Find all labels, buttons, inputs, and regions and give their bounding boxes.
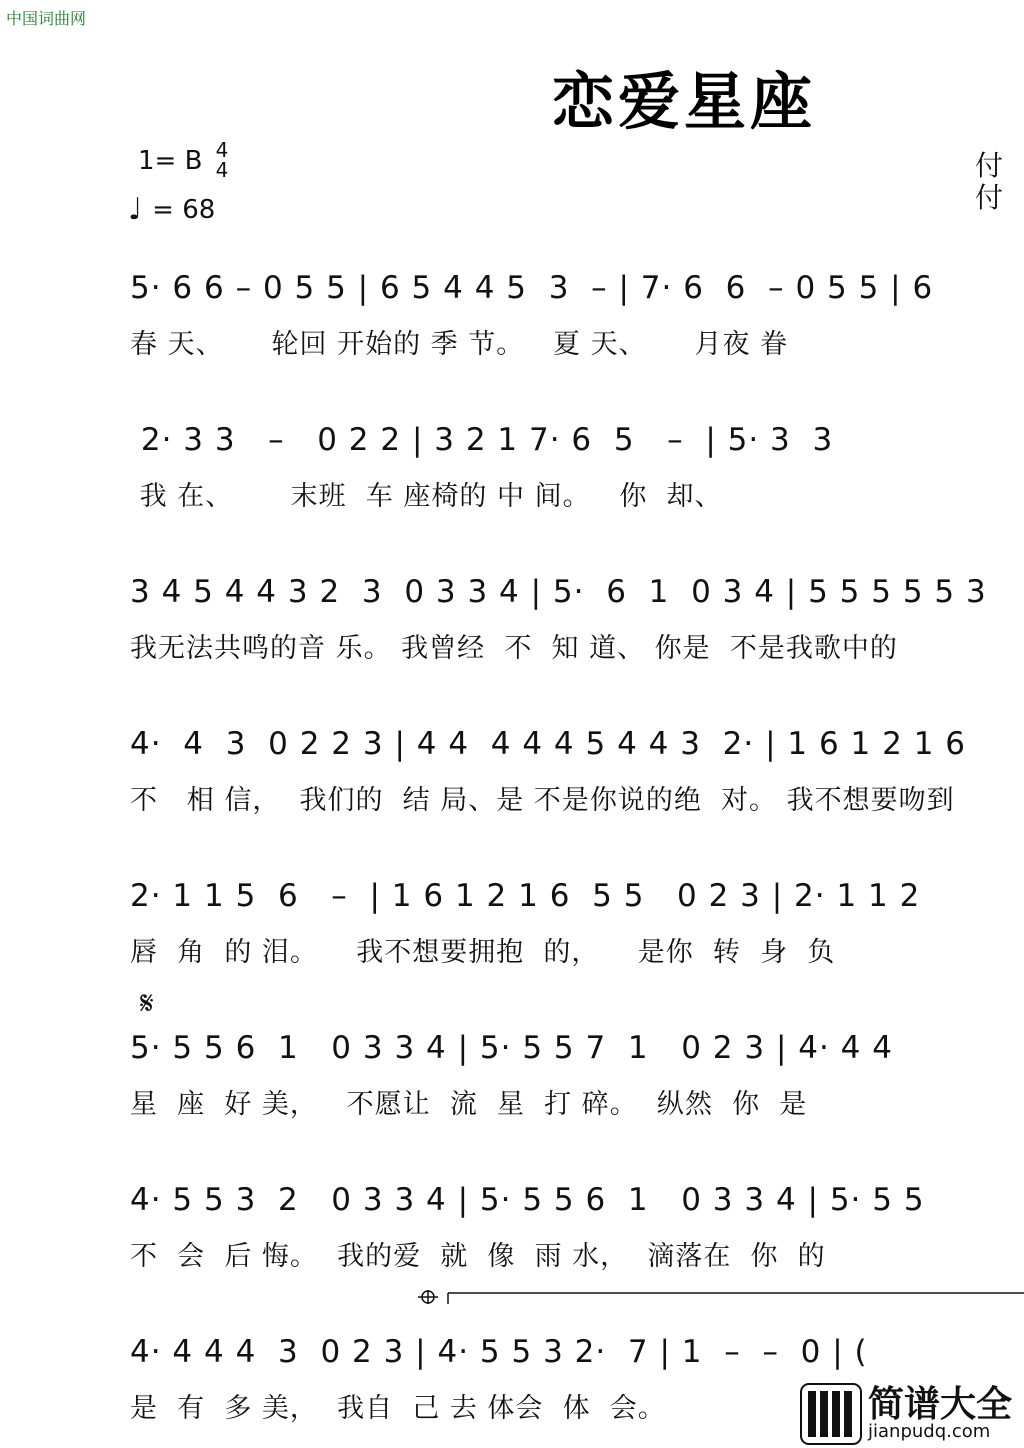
site-label: 中国词曲网: [6, 9, 87, 28]
time-signature-top: 4: [215, 138, 229, 162]
time-signature-bottom: 4: [215, 158, 229, 182]
lyrics-line: 是 有 多 美， 我自 己 去 体会 体 会。: [130, 1393, 666, 1424]
segno-sign: 𝄋: [140, 984, 154, 1022]
composer-credit: [975, 150, 1003, 214]
notes-line: 4· 4 4 4 3 0 2 3 | 4· 5 5 3 2· 7 | 1 – – 0 | (: [130, 1334, 868, 1370]
notes-line: 4· 4 3 0 2 2 3 | 4 4 4 4 4 5 4 4 3 2· | 1 6 1 2 1 6: [130, 726, 966, 762]
piano-keys-icon: [800, 1383, 862, 1445]
lyrics-line: 唇 角 的 泪。 我不想要拥抱 的， 是你 转 身 负: [130, 937, 836, 968]
notes-line: 3 4 5 4 4 3 2 3 0 3 3 4 | 5· 6 1 0 3 4 | 5 5 5 5 5 3: [130, 574, 987, 610]
time-signature: [212, 140, 232, 180]
notes-line: 5· 6 6 – 0 5 5 | 6 5 4 4 5 3 – | 7· 6 6 – 0 5 5 | 6: [130, 270, 934, 306]
notes-line: 4· 5 5 3 2 0 3 3 4 | 5· 5 5 6 1 0 3 3 4 | 5· 5 5: [130, 1182, 925, 1218]
composer-line-1: 付: [975, 149, 1004, 182]
song-title: 恋爱星座: [552, 65, 817, 138]
lyrics-line: 星 座 好 美， 不愿让 流 星 打 碎。 纵然 你 是: [130, 1089, 808, 1120]
watermark-name: 简谱大全: [868, 1384, 1013, 1425]
lyrics-line: 不 相 信， 我们的 结 局、是 不是你说的绝 对。 我不想要吻到: [130, 785, 955, 816]
lyrics-line: 春 天、 轮回 开始的 季 节。 夏 天、 月夜 眷: [130, 329, 789, 360]
key-signature: 1= B: [138, 146, 203, 176]
lyrics-line: 我 在、 末班 车 座椅的 中 间。 你 却、: [130, 481, 723, 512]
watermark-url: jianpudq.com: [868, 1421, 991, 1442]
notes-line: 2· 1 1 5 6 – | 1 6 1 2 1 6 5 5 0 2 3 | 2· 1 1 2: [130, 878, 921, 914]
tempo-value: = 68: [152, 194, 216, 225]
notes-line: 5· 5 5 6 1 0 3 3 4 | 5· 5 5 7 1 0 2 3 | 4· 4 4: [130, 1030, 893, 1066]
lyrics-line: 不 会 后 悔。 我的爱 就 像 雨 水， 滴落在 你 的: [130, 1241, 826, 1272]
composer-line-2: 付: [975, 181, 1004, 214]
coda-volta-bracket: [418, 1290, 1024, 1304]
watermark-text: [868, 1384, 1013, 1442]
tempo-marking: [128, 192, 215, 227]
notes-line: 2· 3 3 – 0 2 2 | 3 2 1 7· 6 5 – | 5· 3 3: [130, 422, 834, 458]
quarter-note-icon: ♩: [128, 192, 143, 227]
lyrics-line: 我无法共鸣的音 乐。 我曾经 不 知 道、 你是 不是我歌中的: [130, 633, 898, 664]
site-watermark: [800, 1380, 1024, 1448]
